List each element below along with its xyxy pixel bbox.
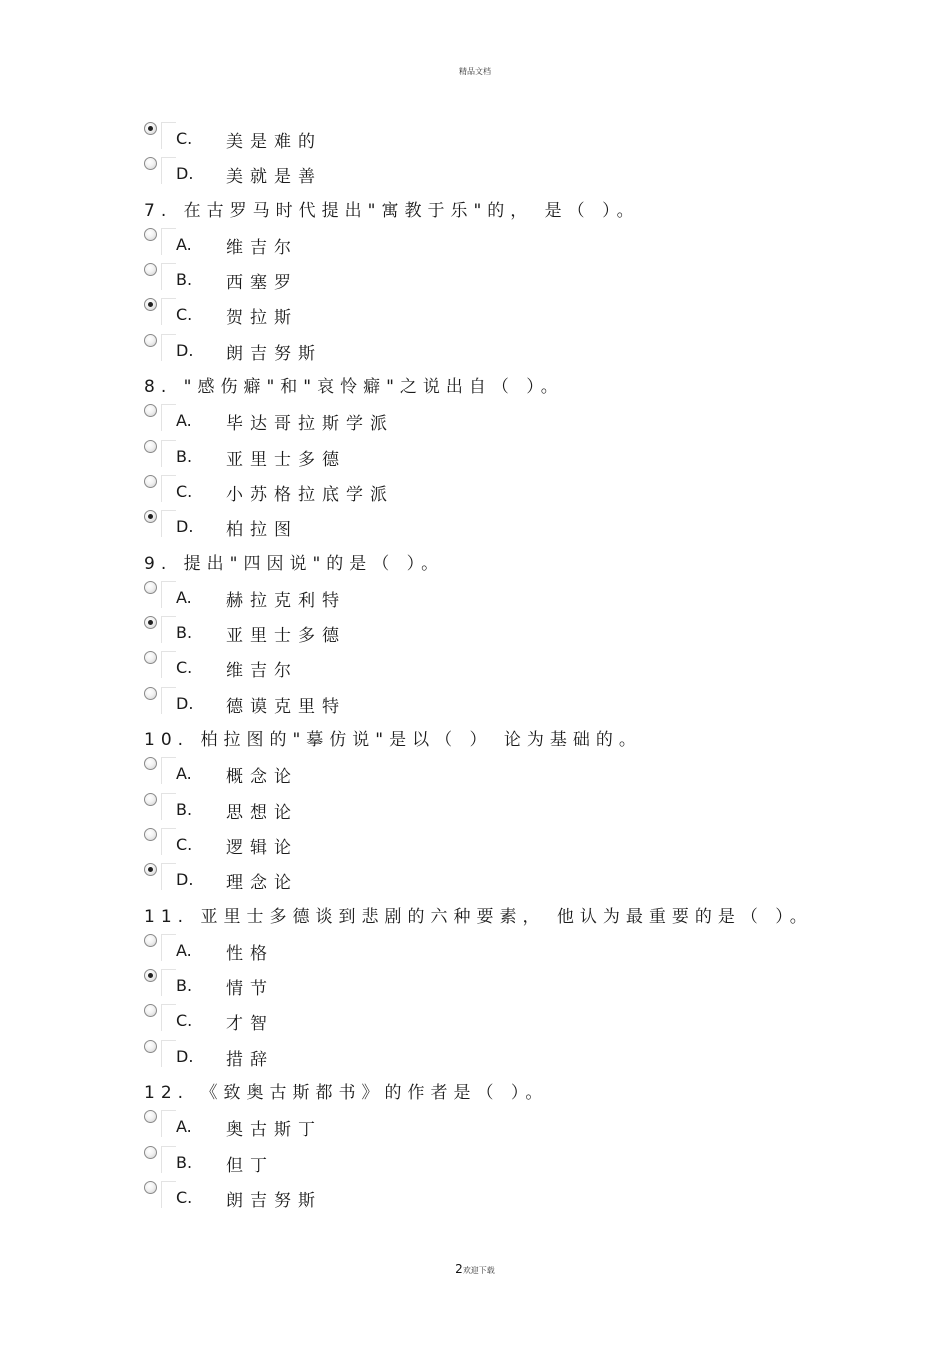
answer-option[interactable] bbox=[144, 296, 864, 331]
radio-unchecked-icon[interactable] bbox=[144, 334, 157, 347]
option-letter: D. bbox=[176, 517, 194, 537]
answer-option[interactable] bbox=[144, 261, 864, 296]
option-text: 但丁 bbox=[226, 1155, 274, 1176]
option-letter: B. bbox=[176, 446, 193, 466]
radio-unchecked-icon[interactable] bbox=[144, 228, 157, 241]
option-text: 维吉尔 bbox=[226, 237, 298, 258]
option-text: 维吉尔 bbox=[226, 661, 298, 682]
option-letter: D. bbox=[176, 1046, 194, 1066]
option-letter: D. bbox=[176, 693, 194, 713]
radio-unchecked-icon[interactable] bbox=[144, 687, 157, 700]
option-frame bbox=[161, 440, 176, 467]
radio-unchecked-icon[interactable] bbox=[144, 475, 157, 488]
option-text: 赫拉克利特 bbox=[226, 590, 346, 611]
answer-option[interactable] bbox=[144, 791, 864, 826]
question-row bbox=[144, 720, 864, 755]
answer-option[interactable] bbox=[144, 155, 864, 190]
option-frame bbox=[161, 228, 176, 255]
answer-option[interactable] bbox=[144, 1038, 864, 1073]
option-letter: A. bbox=[176, 234, 192, 254]
page-footer bbox=[0, 1262, 950, 1276]
option-letter: D. bbox=[176, 870, 194, 890]
question-text: 10. 柏拉图的"摹仿说"是以（ ） 论为基础的。 bbox=[144, 730, 642, 751]
option-frame bbox=[161, 263, 176, 290]
option-text: 美就是善 bbox=[226, 167, 322, 188]
answer-option[interactable] bbox=[144, 967, 864, 1002]
answer-option[interactable] bbox=[144, 120, 864, 155]
option-text: 毕达哥拉斯学派 bbox=[226, 414, 394, 435]
answer-option[interactable] bbox=[144, 826, 864, 861]
radio-unchecked-icon[interactable] bbox=[144, 651, 157, 664]
radio-unchecked-icon[interactable] bbox=[144, 1110, 157, 1123]
radio-checked-icon[interactable] bbox=[144, 616, 157, 629]
answer-option[interactable] bbox=[144, 685, 864, 720]
answer-option[interactable] bbox=[144, 861, 864, 896]
option-letter: A. bbox=[176, 1117, 192, 1137]
option-frame bbox=[161, 157, 176, 184]
option-text: 措辞 bbox=[226, 1049, 274, 1070]
radio-unchecked-icon[interactable] bbox=[144, 404, 157, 417]
radio-unchecked-icon[interactable] bbox=[144, 934, 157, 947]
option-letter: A. bbox=[176, 411, 192, 431]
answer-option[interactable] bbox=[144, 579, 864, 614]
option-letter: C. bbox=[176, 1187, 193, 1207]
radio-unchecked-icon[interactable] bbox=[144, 1040, 157, 1053]
radio-checked-icon[interactable] bbox=[144, 510, 157, 523]
radio-unchecked-icon[interactable] bbox=[144, 157, 157, 170]
option-frame bbox=[161, 969, 176, 996]
option-frame bbox=[161, 651, 176, 678]
option-frame bbox=[161, 863, 176, 890]
option-frame bbox=[161, 1004, 176, 1031]
option-text: 朗吉努斯 bbox=[226, 343, 322, 364]
option-text: 情节 bbox=[226, 979, 274, 1000]
radio-unchecked-icon[interactable] bbox=[144, 263, 157, 276]
footer-text: 欢迎下载 bbox=[462, 1266, 495, 1275]
question-row bbox=[144, 897, 864, 932]
option-frame bbox=[161, 510, 176, 537]
option-letter: B. bbox=[176, 976, 193, 996]
answer-option[interactable] bbox=[144, 473, 864, 508]
option-letter: D. bbox=[176, 164, 194, 184]
option-letter: D. bbox=[176, 340, 194, 360]
page-number: 2 bbox=[455, 1262, 463, 1276]
option-text: 性格 bbox=[226, 943, 274, 964]
answer-option[interactable] bbox=[144, 614, 864, 649]
option-text: 柏拉图 bbox=[226, 520, 298, 541]
option-letter: C. bbox=[176, 834, 193, 854]
option-text: 奥古斯丁 bbox=[226, 1120, 322, 1141]
option-text: 概念论 bbox=[226, 767, 298, 788]
answer-option[interactable] bbox=[144, 755, 864, 790]
option-letter: C. bbox=[176, 1011, 193, 1031]
radio-unchecked-icon[interactable] bbox=[144, 757, 157, 770]
option-letter: C. bbox=[176, 481, 193, 501]
option-frame bbox=[161, 475, 176, 502]
answer-option[interactable] bbox=[144, 649, 864, 684]
option-frame bbox=[161, 122, 176, 149]
answer-option[interactable] bbox=[144, 1108, 864, 1143]
question-text: 7. 在古罗马时代提出"寓教于乐"的， 是（ ）。 bbox=[144, 200, 640, 221]
option-frame bbox=[161, 1146, 176, 1173]
option-letter: A. bbox=[176, 764, 192, 784]
option-frame bbox=[161, 687, 176, 714]
option-letter: B. bbox=[176, 799, 193, 819]
option-letter: B. bbox=[176, 270, 193, 290]
radio-unchecked-icon[interactable] bbox=[144, 793, 157, 806]
radio-unchecked-icon[interactable] bbox=[144, 581, 157, 594]
option-text: 亚里士多德 bbox=[226, 626, 346, 647]
question-row bbox=[144, 544, 864, 579]
answer-option[interactable] bbox=[144, 332, 864, 367]
option-text: 才智 bbox=[226, 1014, 274, 1035]
question-row bbox=[144, 367, 864, 402]
question-text: 8. "感伤癖"和"哀怜癖"之说出自（ ）。 bbox=[144, 377, 564, 398]
radio-unchecked-icon[interactable] bbox=[144, 1146, 157, 1159]
radio-checked-icon[interactable] bbox=[144, 863, 157, 876]
option-frame bbox=[161, 1110, 176, 1137]
option-letter: C. bbox=[176, 305, 193, 325]
option-frame bbox=[161, 298, 176, 325]
option-frame bbox=[161, 1040, 176, 1067]
option-frame bbox=[161, 828, 176, 855]
answer-option[interactable] bbox=[144, 1144, 864, 1179]
answer-option[interactable] bbox=[144, 932, 864, 967]
option-frame bbox=[161, 793, 176, 820]
radio-unchecked-icon[interactable] bbox=[144, 828, 157, 841]
question-text: 12. 《致奥古斯都书》的作者是（ ）。 bbox=[144, 1083, 549, 1104]
question-row bbox=[144, 191, 864, 226]
option-frame bbox=[161, 1181, 176, 1208]
option-text: 美是难的 bbox=[226, 132, 322, 152]
question-text: 11. 亚里士多德谈到悲剧的六种要素， 他认为最重要的是（ ）。 bbox=[144, 906, 813, 927]
option-letter: B. bbox=[176, 623, 193, 643]
radio-unchecked-icon[interactable] bbox=[144, 1181, 157, 1194]
option-letter: A. bbox=[176, 940, 192, 960]
option-frame bbox=[161, 334, 176, 361]
option-text: 思想论 bbox=[226, 802, 298, 823]
quiz-content bbox=[144, 120, 864, 1214]
question-row bbox=[144, 1073, 864, 1108]
option-frame bbox=[161, 616, 176, 643]
radio-unchecked-icon[interactable] bbox=[144, 440, 157, 453]
option-frame bbox=[161, 757, 176, 784]
answer-option[interactable] bbox=[144, 438, 864, 473]
option-frame bbox=[161, 404, 176, 431]
option-text: 小苏格拉底学派 bbox=[226, 484, 394, 505]
radio-checked-icon[interactable] bbox=[144, 298, 157, 311]
radio-checked-icon[interactable] bbox=[144, 969, 157, 982]
option-frame bbox=[161, 934, 176, 961]
option-letter: C. bbox=[176, 658, 193, 678]
option-frame bbox=[161, 581, 176, 608]
answer-option[interactable] bbox=[144, 226, 864, 261]
option-text: 德谟克里特 bbox=[226, 696, 346, 717]
radio-unchecked-icon[interactable] bbox=[144, 1004, 157, 1017]
option-letter: A. bbox=[176, 587, 192, 607]
answer-option[interactable] bbox=[144, 1002, 864, 1037]
page-header: 精品文档 bbox=[459, 67, 491, 76]
radio-checked-icon[interactable] bbox=[144, 122, 157, 135]
answer-option[interactable] bbox=[144, 402, 864, 437]
option-text: 理念论 bbox=[226, 873, 298, 894]
question-text: 9. 提出"四因说"的是（ ）。 bbox=[144, 553, 445, 574]
option-text: 贺拉斯 bbox=[226, 308, 298, 329]
option-text: 逻辑论 bbox=[226, 837, 298, 858]
answer-option[interactable] bbox=[144, 1179, 864, 1214]
option-text: 亚里士多德 bbox=[226, 449, 346, 470]
option-text: 西塞罗 bbox=[226, 273, 298, 294]
option-letter: B. bbox=[176, 1152, 193, 1172]
answer-option[interactable] bbox=[144, 508, 864, 543]
option-letter: C. bbox=[176, 129, 193, 148]
option-text: 朗吉努斯 bbox=[226, 1190, 322, 1211]
